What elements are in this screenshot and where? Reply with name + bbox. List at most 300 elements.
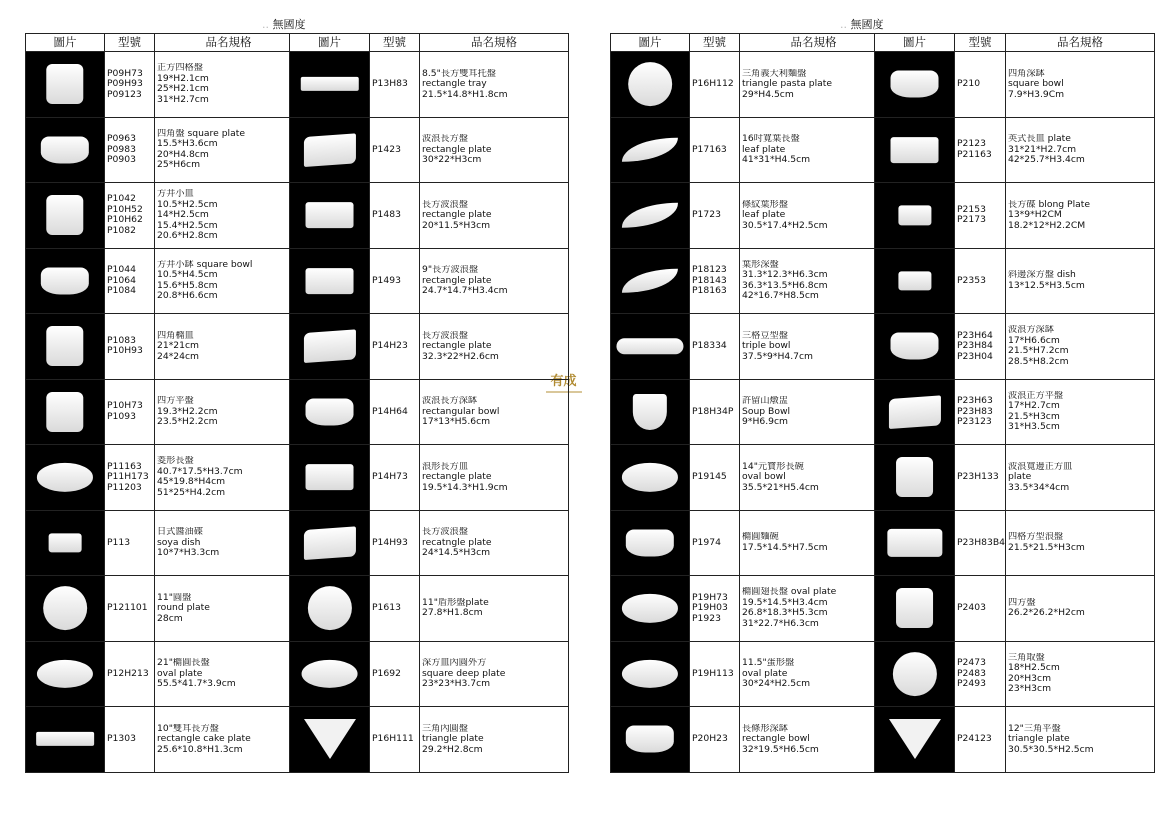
table-row xyxy=(875,248,1155,314)
tray-icon xyxy=(300,77,358,91)
product-spec-line: 11.5"蛋形盤 xyxy=(742,658,795,668)
product-spec-line: rectangle bowl xyxy=(742,734,810,744)
bowl-icon xyxy=(41,136,89,163)
product-spec-line: triangle pasta plate xyxy=(742,79,833,89)
table-row xyxy=(26,510,303,576)
product-spec-line: 日式醬油碟 xyxy=(157,527,203,537)
product-spec-line: 方井小缽 square bowl xyxy=(157,259,253,270)
product-photo xyxy=(290,248,370,314)
product-spec-line: 17*H2.7cm xyxy=(1007,401,1060,412)
model-code-line: P0903 xyxy=(107,155,136,165)
product-spec-line: 42*25.7*H3.4cm xyxy=(1007,155,1085,165)
wave-rect-icon xyxy=(303,330,355,363)
model-code-line: P14H64 xyxy=(372,406,408,417)
table-row xyxy=(290,52,569,118)
model-code-line: P23H83 xyxy=(957,406,993,417)
product-photo xyxy=(875,314,955,380)
product-spec-line: 長方波浪盤 xyxy=(422,199,468,210)
product-spec-line: 30*24*H2.5cm xyxy=(742,679,811,689)
model-code-line: P1303 xyxy=(107,734,136,744)
triangle-icon xyxy=(889,719,941,759)
model-code-line: P14H93 xyxy=(372,537,408,548)
product-spec xyxy=(155,445,303,511)
product-spec-line: 30*22*H3cm xyxy=(422,155,482,165)
table-row xyxy=(290,379,569,445)
model-code xyxy=(370,183,420,249)
product-spec xyxy=(740,445,888,511)
product-spec xyxy=(420,641,569,707)
table-row xyxy=(611,52,888,118)
product-spec-line: 16吋寬葉長盤 xyxy=(742,134,800,144)
model-code xyxy=(105,445,155,511)
product-spec-line: 長條形深缽 xyxy=(742,723,788,734)
table-row xyxy=(26,314,303,380)
product-spec-line: 19.5*14.5*H3.4cm xyxy=(742,597,828,608)
model-code-line: P17163 xyxy=(692,144,727,155)
table-row xyxy=(26,52,303,118)
product-photo xyxy=(26,248,105,314)
product-spec-line: 28.5*H8.2cm xyxy=(1007,356,1069,367)
product-spec-line: 31*21*H2.7cm xyxy=(1007,144,1077,155)
product-spec-line: 15.6*H5.8cm xyxy=(157,280,218,291)
name-header: 品名規格 xyxy=(740,34,888,52)
small-icon xyxy=(898,271,931,290)
header-right xyxy=(840,16,884,32)
model-code xyxy=(105,248,155,314)
model-code-line: P10H73 xyxy=(107,401,143,412)
product-spec-line: 條紋葉形盤 xyxy=(742,199,788,210)
product-spec xyxy=(420,52,569,118)
product-spec-line: 9"長方波浪盤 xyxy=(422,265,479,275)
model-code-line: P1083 xyxy=(107,335,136,346)
triangle-icon xyxy=(304,719,356,759)
model-code xyxy=(955,576,1006,642)
pic-header: 圖片 xyxy=(26,34,105,52)
product-spec-line: 17*H6.6cm xyxy=(1007,335,1060,346)
product-spec-line: 葉形深盤 xyxy=(742,259,779,270)
oval-icon xyxy=(37,463,93,491)
product-spec-line: 浪形長方皿 xyxy=(422,461,468,472)
cup-icon xyxy=(633,394,667,430)
rect-icon xyxy=(305,268,354,294)
model-code xyxy=(370,248,420,314)
product-spec-line: 30.5*30.5*H2.5cm xyxy=(1007,744,1094,755)
model-code xyxy=(105,183,155,249)
product-spec-line: 9*H6.9cm xyxy=(742,417,788,427)
catalog-table-2 xyxy=(289,33,569,773)
product-spec-line: 37.5*9*H4.7cm xyxy=(742,351,814,362)
model-code-line: P10H93 xyxy=(107,346,143,357)
product-spec-line: recatngle plate xyxy=(422,537,492,548)
product-spec xyxy=(1005,510,1154,576)
table-row xyxy=(611,576,888,642)
table-row xyxy=(26,641,303,707)
model-code-line: P0963 xyxy=(107,134,136,144)
model-code-line: P2153 xyxy=(957,204,986,215)
rect-icon xyxy=(890,137,939,163)
model-code xyxy=(370,117,420,183)
model-code-line: P18H34P xyxy=(692,406,734,417)
product-spec-line: rectangle plate xyxy=(422,144,492,155)
product-spec-line: oval plate xyxy=(157,668,203,679)
pic-header: 圖片 xyxy=(875,34,955,52)
product-spec-line: 8.5"長方雙耳托盤 xyxy=(422,68,496,79)
model-code xyxy=(690,510,740,576)
product-spec-line: 40.7*17.5*H3.7cm xyxy=(157,466,243,477)
catalog-table-1 xyxy=(25,33,303,773)
model-code-line: P23H04 xyxy=(957,351,993,362)
table-row xyxy=(611,314,888,380)
table-row xyxy=(875,641,1155,707)
product-spec xyxy=(420,510,569,576)
product-spec xyxy=(155,641,303,707)
product-photo xyxy=(875,445,955,511)
product-spec xyxy=(740,707,888,773)
product-photo xyxy=(26,576,105,642)
table-row xyxy=(875,379,1155,445)
product-spec-line: 三角內圓盤 xyxy=(422,723,468,734)
product-spec-line: 30.5*17.4*H2.5cm xyxy=(742,220,828,231)
product-photo xyxy=(875,641,955,707)
product-spec-line: 31.3*12.3*H6.3cm xyxy=(742,270,828,281)
model-code-line: P16H112 xyxy=(692,79,734,89)
model-code-line: P2403 xyxy=(957,603,986,613)
model-code xyxy=(370,510,420,576)
product-photo xyxy=(26,707,105,773)
model-code-line: P09123 xyxy=(107,89,142,100)
product-photo xyxy=(875,248,955,314)
product-spec-line: 11"圓盤 xyxy=(157,592,192,603)
model-code-line: P1423 xyxy=(372,144,401,155)
product-photo xyxy=(611,183,690,249)
product-spec xyxy=(420,117,569,183)
product-photo xyxy=(611,576,690,642)
product-spec-line: rectangle plate xyxy=(422,275,492,286)
product-photo xyxy=(611,248,690,314)
product-spec-line: rectangle plate xyxy=(422,210,492,220)
model-code xyxy=(105,641,155,707)
product-photo xyxy=(611,445,690,511)
table-row xyxy=(875,52,1155,118)
model-code-line: P1613 xyxy=(372,603,401,613)
model-code-line: P1493 xyxy=(372,275,401,286)
catalog-table-4 xyxy=(874,33,1155,773)
product-spec-line: oval bowl xyxy=(742,472,786,482)
product-spec-line: triangle plate xyxy=(422,734,484,744)
product-spec xyxy=(420,576,569,642)
model-code xyxy=(105,576,155,642)
product-spec-line: 橢圓翅長盤 oval plate xyxy=(742,587,837,598)
triple-icon xyxy=(616,339,683,354)
bowl-icon xyxy=(41,267,89,294)
model-code xyxy=(105,707,155,773)
product-spec-line: 四格方型浪盤 xyxy=(1007,532,1064,543)
model-code xyxy=(690,314,740,380)
product-spec-line: rectangle plate xyxy=(422,472,492,482)
product-spec-line: 32.3*22*H2.6cm xyxy=(422,351,499,362)
model-code-line: P14H73 xyxy=(372,472,408,482)
table-row xyxy=(611,707,888,773)
product-spec-line: 四角深缽 xyxy=(1007,68,1045,79)
bowl-icon xyxy=(626,529,674,556)
model-code-line: P2123 xyxy=(957,139,986,150)
model-code-line: P21163 xyxy=(957,149,992,160)
table-row xyxy=(290,641,569,707)
product-spec xyxy=(1005,248,1154,314)
product-spec xyxy=(740,52,888,118)
model-code-line: P18143 xyxy=(692,275,727,286)
bowl-icon xyxy=(890,71,939,98)
product-spec-line: 36.3*13.5*H6.8cm xyxy=(742,280,828,291)
product-spec xyxy=(420,707,569,773)
product-spec-line: 17.5*14.5*H7.5cm xyxy=(742,542,828,553)
header-right-text: 無國度 xyxy=(850,18,884,31)
product-spec-line: leaf plate xyxy=(742,144,786,155)
product-spec-line: 11"盾形盤plate xyxy=(422,597,489,608)
oval-icon xyxy=(622,463,678,491)
model-code xyxy=(690,379,740,445)
product-photo xyxy=(875,510,955,576)
product-spec-line: rectangle tray xyxy=(422,79,487,89)
leaf-icon xyxy=(622,203,678,228)
product-spec xyxy=(155,510,303,576)
model-code-line: P12H213 xyxy=(107,668,149,679)
product-spec-line: triangle plate xyxy=(1007,734,1070,744)
product-spec-line: 24*14.5*H3cm xyxy=(422,548,491,558)
table-row xyxy=(875,314,1155,380)
wave-rect-icon xyxy=(303,133,355,166)
small-icon xyxy=(49,533,82,552)
model-code-line: P19H113 xyxy=(692,668,734,679)
product-photo xyxy=(611,52,690,118)
product-spec-line: 波浪長方深缽 xyxy=(422,396,478,406)
table-row xyxy=(875,183,1155,249)
model-code xyxy=(105,379,155,445)
table-row xyxy=(875,445,1155,511)
product-spec-line: 21.5*14.8*H1.8cm xyxy=(422,89,508,100)
product-spec-line: 24.7*14.7*H3.4cm xyxy=(422,286,508,296)
product-spec-line: 波浪正方平盤 xyxy=(1007,390,1064,401)
wave-rect-icon xyxy=(888,395,940,428)
model-code xyxy=(105,117,155,183)
table-row xyxy=(26,445,303,511)
product-photo xyxy=(875,576,955,642)
model-code-line: P23H83B4 xyxy=(957,537,1005,548)
code-header: 型號 xyxy=(105,34,155,52)
product-spec-line: 長方碟 blong Plate xyxy=(1007,199,1091,210)
product-spec-line: 35.5*21*H5.4cm xyxy=(742,482,819,493)
product-photo xyxy=(26,510,105,576)
product-spec xyxy=(155,576,303,642)
model-code-line: P11H173 xyxy=(107,472,149,482)
product-spec-line: soya dish xyxy=(157,537,201,548)
oval-icon xyxy=(301,660,358,688)
model-code-line: P1483 xyxy=(372,210,401,220)
product-spec-line: 20*11.5*H3cm xyxy=(422,220,491,231)
product-spec-line: square deep plate xyxy=(422,668,506,679)
round-icon xyxy=(892,652,936,696)
model-code xyxy=(955,52,1006,118)
model-code-line: P19H73 xyxy=(692,592,728,603)
product-spec-line: 21*21cm xyxy=(157,341,199,351)
pic-header: 圖片 xyxy=(611,34,690,52)
product-spec-line: 18.2*12*H2.2CM xyxy=(1007,220,1086,231)
code-header: 型號 xyxy=(955,34,1006,52)
product-spec xyxy=(155,707,303,773)
table-header-row xyxy=(611,34,888,52)
product-spec-line: triple bowl xyxy=(742,341,791,351)
product-spec-line: 25.6*10.8*H1.3cm xyxy=(157,744,243,755)
product-spec-line: 13*9*H2CM xyxy=(1007,210,1062,220)
product-spec-line: 四方平盤 xyxy=(157,396,194,406)
product-spec-line: 19.3*H2.2cm xyxy=(157,406,218,417)
product-spec-line: 31*H3.5cm xyxy=(1007,422,1060,433)
model-code xyxy=(690,445,740,511)
model-code-line: P11163 xyxy=(107,461,142,472)
name-header: 品名規格 xyxy=(1005,34,1154,52)
model-code-line: P1044 xyxy=(107,265,136,275)
product-spec-line: 7.9*H3.9Cm xyxy=(1007,89,1065,100)
product-photo xyxy=(875,117,955,183)
small-icon xyxy=(898,206,931,225)
product-photo xyxy=(26,314,105,380)
product-spec-line: 三格豆型盤 xyxy=(742,330,788,341)
product-photo xyxy=(290,510,370,576)
model-code-line: P16H111 xyxy=(372,734,414,744)
model-code-line: P113 xyxy=(107,537,131,548)
model-code xyxy=(955,183,1006,249)
table-row xyxy=(290,183,569,249)
product-spec xyxy=(1005,183,1154,249)
product-photo xyxy=(290,641,370,707)
product-spec-line: plate xyxy=(1007,472,1032,482)
table-row xyxy=(290,510,569,576)
product-spec-line: 25*H2.1cm xyxy=(157,84,209,95)
product-spec-line: 10.5*H4.5cm xyxy=(157,270,218,281)
product-spec-line: Soup Bowl xyxy=(742,406,791,417)
model-code xyxy=(370,445,420,511)
header-dots: .. xyxy=(840,18,851,31)
table-row xyxy=(26,183,303,249)
product-spec-line: 四角橢皿 xyxy=(157,330,194,341)
product-spec-line: 21.5*H3cm xyxy=(1007,411,1060,422)
model-code-line: P23H64 xyxy=(957,330,993,341)
model-code-line: P210 xyxy=(957,79,981,89)
product-spec-line: 19.5*14.3*H1.9cm xyxy=(422,482,508,493)
product-spec-line: rectangle cake plate xyxy=(157,734,251,744)
product-spec-line: 20*H3cm xyxy=(1007,673,1052,684)
product-photo xyxy=(611,117,690,183)
product-spec-line: 42*16.7*H8.5cm xyxy=(742,291,819,302)
product-spec-line: leaf plate xyxy=(742,210,786,220)
product-spec-line: 14"元寶形長碗 xyxy=(742,461,804,472)
model-code xyxy=(690,576,740,642)
product-spec-line: 橢圓麵碗 xyxy=(742,532,779,543)
model-code-line: P10H62 xyxy=(107,215,143,226)
divided-icon xyxy=(887,529,942,557)
table-row xyxy=(611,641,888,707)
product-photo xyxy=(26,117,105,183)
model-code-line: P1923 xyxy=(692,613,721,624)
product-spec-line: 26.2*26.2*H2cm xyxy=(1007,608,1085,619)
oval-icon xyxy=(622,660,678,688)
model-code-line: P23H63 xyxy=(957,396,993,406)
table-row xyxy=(290,707,569,773)
product-spec-line: 20*H4.8cm xyxy=(157,149,209,160)
product-spec-line: 21.5*21.5*H3cm xyxy=(1007,542,1085,553)
square-icon xyxy=(46,64,83,104)
round-icon xyxy=(628,62,672,106)
model-code xyxy=(370,641,420,707)
product-photo xyxy=(875,52,955,118)
product-spec-line: 23*23*H3.7cm xyxy=(422,679,491,689)
product-spec-line: 29*H4.5cm xyxy=(742,89,794,100)
product-spec-line: 正方四格盤 xyxy=(157,63,203,74)
product-spec-line: 英式長皿 plate xyxy=(1007,134,1071,144)
product-spec-line: 菱形長盤 xyxy=(157,456,194,467)
product-photo xyxy=(875,707,955,773)
model-code-line: P10H52 xyxy=(107,204,143,215)
product-photo xyxy=(290,379,370,445)
product-photo xyxy=(875,183,955,249)
product-spec xyxy=(1005,445,1154,511)
product-spec-line: 10.5*H2.5cm xyxy=(157,199,218,210)
model-code xyxy=(955,314,1006,380)
table-row xyxy=(875,576,1155,642)
product-spec-line: 14*H2.5cm xyxy=(157,210,209,220)
model-code xyxy=(690,248,740,314)
product-photo xyxy=(26,641,105,707)
product-spec-line: round plate xyxy=(157,603,210,613)
product-spec-line: 四角盤 square plate xyxy=(157,128,245,139)
model-code-line: P23123 xyxy=(957,417,992,427)
product-photo xyxy=(290,576,370,642)
code-header: 型號 xyxy=(370,34,420,52)
product-spec-line: 深方皿內圓外方 xyxy=(422,658,487,668)
product-spec xyxy=(155,314,303,380)
model-code-line: P2473 xyxy=(957,658,986,668)
model-code-line: P24123 xyxy=(957,734,992,744)
wave-rect-icon xyxy=(303,526,355,559)
product-spec-line: 15.4*H2.5cm xyxy=(157,220,218,231)
square-icon xyxy=(46,326,83,366)
product-photo xyxy=(290,314,370,380)
product-photo xyxy=(611,707,690,773)
table-row xyxy=(290,248,569,314)
model-code-line: P23H133 xyxy=(957,472,999,482)
product-photo xyxy=(875,379,955,445)
product-spec-line: 27.8*H1.8cm xyxy=(422,608,483,619)
model-code xyxy=(370,314,420,380)
model-code xyxy=(370,576,420,642)
product-spec-line: 18*H2.5cm xyxy=(1007,663,1060,674)
product-photo xyxy=(611,641,690,707)
table-row xyxy=(875,510,1155,576)
product-spec-line: 斜邊深方盤 dish xyxy=(1007,270,1076,281)
brand-stamp-logo: 有成 xyxy=(550,374,577,389)
product-spec-line: 19*H2.1cm xyxy=(157,73,209,84)
product-spec-line: 45*19.8*H4cm xyxy=(157,477,226,488)
model-code-line: P18123 xyxy=(692,265,727,275)
table-row xyxy=(26,707,303,773)
product-spec xyxy=(740,641,888,707)
square-icon xyxy=(46,392,83,432)
product-spec-line: 28cm xyxy=(157,613,183,624)
product-photo xyxy=(26,183,105,249)
product-spec-line: 21.5*H7.2cm xyxy=(1007,346,1069,357)
square-icon xyxy=(896,457,934,497)
product-spec-line: 13*12.5*H3.5cm xyxy=(1007,280,1085,291)
